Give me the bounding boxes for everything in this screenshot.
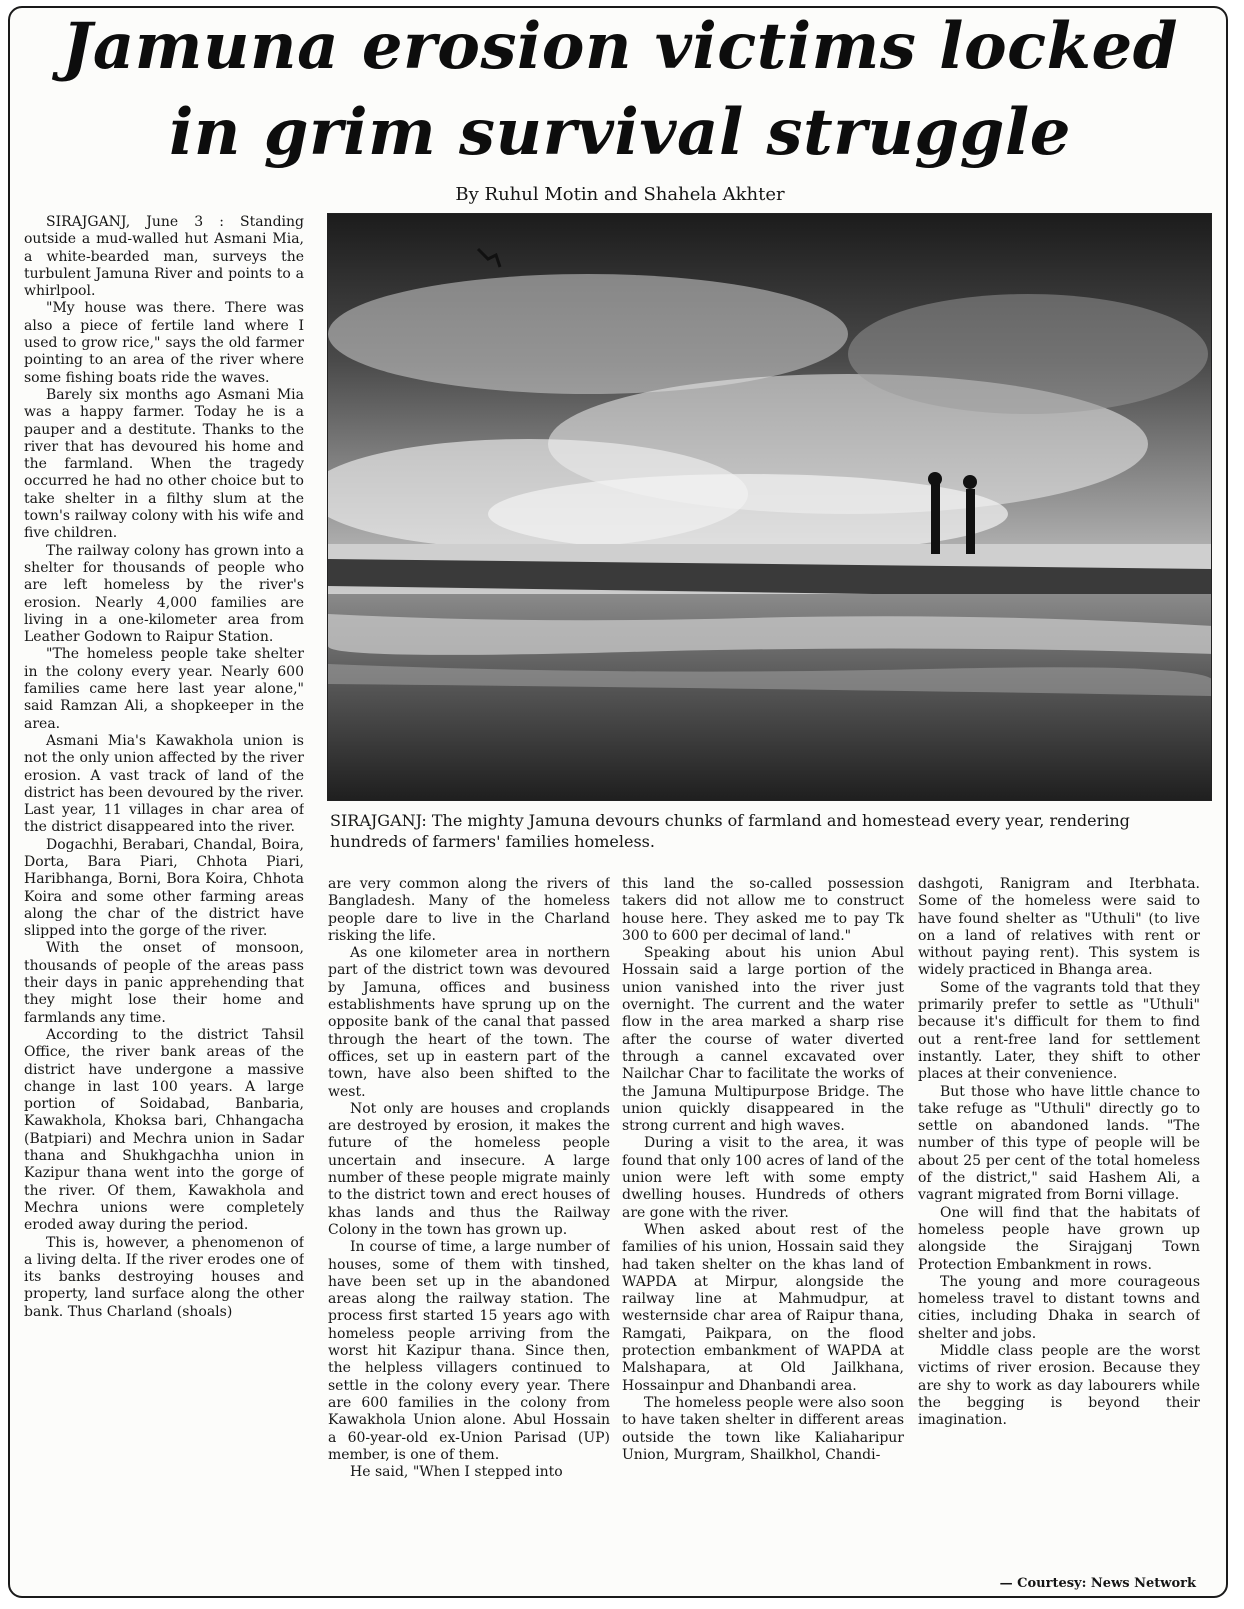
courtesy-credit: — Courtesy: News Network [999,1576,1196,1591]
paragraph: Speaking about his union Abul Hossain said a large portion of the union vanished into the river just overnight. The current and the water flow in the area marked a sharp rise after the course of water diverted through a cannel excavated over Nailchar Char to facilitate the works of the Jamuna Multipurpose Bridge. The union quickly disappeared in the strong current and high waves. [622,945,904,1135]
headline-line-1: Jamuna erosion victims locked [62,9,1178,84]
byline: By Ruhul Motin and Shahela Akhter [455,184,785,205]
paragraph: "The homeless people take shelter in the colony every year. Nearly 600 families came here last year alone," said Ramzan Ali, a shopkeeper in the area. [24,646,304,732]
paragraph: This is, however, a phenomenon of a living delta. If the river erodes one of its banks destroying houses and property, land surface along the other bank. Thus Charland (shoals) [24,1234,304,1320]
article-column-2 [328,876,610,1594]
paragraph: With the onset of monsoon, thousands of people of the areas pass their days in panic apprehending that they might lose their home and farmlands any time. [24,940,304,1026]
paragraph: Dogachhi, Berabari, Chandal, Boira, Dorta, Bara Piari, Chhota Piari, Haribhanga, Borni, Bora Koira, Chhota Koira and some other farming areas along the char of the district have slipped into the gorge of the river. [24,836,304,940]
paragraph: As one kilometer area in northern part of the district town was devoured by Jamuna, offices and business establishments have sprung up on the opposite bank of the canal that passed through the heart of the town. The offices, set up in eastern part of the town, have also been shifted to the west. [328,945,610,1100]
paragraph: In course of time, a large number of houses, some of them with tinshed, have been set up in the abandoned areas along the railway station. The process first started 15 years ago with homeless people arriving from the worst hit Kazipur thana. Since then, the helpless villagers continued to settle in the colony every year. There are 600 families in the colony from Kawakhola Union alone. Abul Hossain a 60-year-old ex-Union Parisad (UP) member, is one of them. [328,1239,610,1463]
paragraph: The railway colony has grown into a shelter for thousands of people who are left homeless by the river's erosion. Nearly 4,000 families are living in a one-kilometer area from Leather Godown to Raipur Station. [24,542,304,646]
paragraph: According to the district Tahsil Office, the river bank areas of the district have undergone a massive change in last 100 years. A large portion of Soidabad, Banbaria, Kawakhola, Khoksa bari, Chhangacha (Batpiari) and Mechra union in Sadar thana and Shukhgachha union in Kazipur thana went into the gorge of the river. Of them, Kawakhola and Mechra unions were completely eroded away during the period. [24,1026,304,1234]
paragraph: He said, "When I stepped into [350,1464,563,1481]
headline-line-2: in grim survival struggle [169,95,1071,170]
article-column-1 [24,214,304,1594]
paragraph: SIRAJGANJ, June 3 : Standing outside a mud-walled hut Asmani Mia, a white-bearded man, surveys the turbulent Jamuna River and points to a whirlpool. [24,214,304,300]
paragraph: When asked about rest of the families of his union, Hossain said they had taken shelter on the khas land of WAPDA at Mirpur, alongside the railway line at Mahmudpur, at westernside char area of Raipur thana, Ramgati, Paikpara, on the flood protection embankment of WAPDA at Malshapara, at Old Jailkhana, Hossainpur and Dhanbandi area. [622,1221,904,1394]
paragraph: During a visit to the area, it was found that only 100 acres of land of the union were left with some empty dwelling houses. Hundreds of others are gone with the river. [622,1135,904,1221]
river-photo-drawing [328,214,1212,801]
paragraph: Asmani Mia's Kawakhola union is not the only union affected by the river erosion. A vast track of land of the district has been devoured by the river. Last year, 11 villages in char area of the district disappeared into the river. [24,732,304,836]
paragraph: Barely six months ago Asmani Mia was a happy farmer. Today he is a pauper and a destitute. Thanks to the river that has devoured his home and the farmland. When the tragedy occurred he had no other choice but to take shelter in a filthy slum at the town's railway colony with his wife and five children. [24,386,304,542]
paragraph: Middle class people are the worst victims of river erosion. Because they are shy to work as day labourers while the begging is beyond their imagination. [918,1343,1200,1429]
paragraph: dashgoti, Ranigram and Iterbhata. Some of the homeless were said to have found shelter as "Uthuli" (to live on a land of relatives with rent or without paying rent). This system is widely practiced in Bhanga area. [918,876,1200,979]
paragraph: The homeless people were also soon to have taken shelter in different areas outside the town like Kaliaharipur Union, Murgram, Shailkhol, Chandi- [622,1394,904,1463]
paragraph: Some of the vagrants told that they primarily prefer to settle as "Uthuli" because it's difficult for them to find out a rent-free land for settlement instantly. Later, they shift to other places at their convenience. [918,979,1200,1083]
paragraph: are very common along the rivers of Bangladesh. Many of the homeless people dare to live in the Charland risking the life. [328,876,610,944]
photo-caption: SIRAJGANJ: The mighty Jamuna devours chunks of farmland and homestead every year, rendering hundreds of farmers' families homeless. [330,811,1130,851]
paragraph: Not only are houses and croplands are destroyed by erosion, it makes the future of the homeless people uncertain and insecure. A large number of these people migrate mainly to the district town and erect houses of khas lands and thus the Railway Colony in the town has grown up. [328,1100,610,1238]
article-column-4 [918,876,1200,1594]
article-column-3 [622,876,904,1594]
paragraph: The young and more courageous homeless travel to distant towns and cities, including Dhaka in search of shelter and jobs. [918,1273,1200,1342]
paragraph: "My house was there. There was also a piece of fertile land where I used to grow rice," says the old farmer pointing to an area of the river where some fishing boats ride the waves. [24,300,304,386]
paragraph: One will find that the habitats of homeless people have grown up alongside the Sirajganj Town Protection Embankment in rows. [918,1204,1200,1273]
paragraph: But those who have little chance to take refuge as "Uthuli" directly go to settle on abandoned lands. "The number of this type of people will be about 25 per cent of the total homeless of the district," said Hashem Ali, a vagrant migrated from Borni village. [918,1083,1200,1204]
river-photo [327,213,1212,801]
paragraph: this land the so-called possession takers did not allow me to construct house here. They asked me to pay Tk 300 to 600 per decimal of land." [622,876,904,944]
